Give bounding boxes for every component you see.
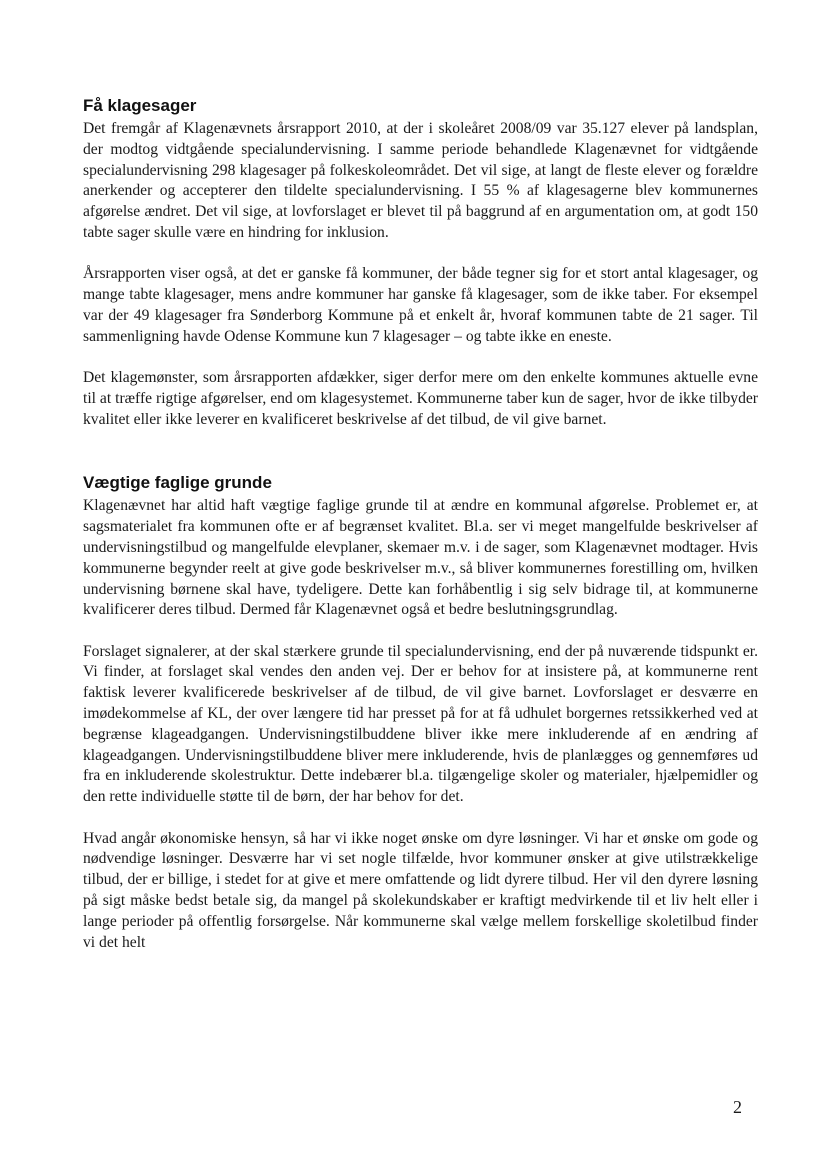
section-heading: Få klagesager [83, 96, 197, 115]
paragraph: Forslaget signalerer, at der skal stærkere grunde til specialundervisning, end der på nuværende tidspunkt er. Vi finder, at forslaget skal vendes den anden vej. Der er behov for at insistere på, at kommunerne rent faktisk leverer kvalificerede beskrivelser af de tilbud, de vil give barnet. Lovforslaget er desværre en imødekommelse af KL, der over længere tid har presset på for at få udhulet borgernes retssikkerhed ved at begrænse klageadgangen. Undervisningstilbuddene bliver ikke mere inkluderende af en ændring af klageadgangen. Undervisningstilbuddene bliver mere inkluderende, hvis de planlægges og gennemføres ud fra en inkluderende skolestruktur. Dette indebærer bl.a. tilgængelige skoler og materialer, hjælpemidler og den rette individuelle støtte til de børn, der har behov for det. [83, 642, 758, 806]
paragraph: Det klagemønster, som årsrapporten afdækker, siger derfor mere om den enkelte kommunes aktuelle evne til at træffe rigtige afgørelser, end om klagesystemet. Kommunerne taber kun de sager, hvor de ikke tilbyder kvalitet eller ikke leverer en kvalificeret beskrivelse af det tilbud, de vil give barnet. [83, 368, 758, 428]
paragraph: Årsrapporten viser også, at det er ganske få kommuner, der både tegner sig for et stort antal klagesager, og mange tabte klagesager, mens andre kommuner har ganske få klagesager, som de ikke taber. For eksempel var der 49 klagesager fra Sønderborg Kommune på et enkelt år, hvoraf kommunen tabte de 21 sager. Til sammenligning havde Odense Kommune kun 7 klagesager – og tabte ikke en eneste. [83, 265, 758, 345]
page-number: 2 [733, 1097, 742, 1117]
section-vaegtige-faglige-grunde [83, 472, 758, 953]
paragraph: Klagenævnet har altid haft vægtige faglige grunde til at ændre en kommunal afgørelse. Problemet er, at sagsmaterialet fra kommunen ofte er af begrænset kvalitet. Bl.a. ser vi meget mangelfulde beskrivelser af undervisningstilbud og mangelfulde elevplaner, skemaer m.v. i de sager, som Klagenævnet modtager. Hvis kommunerne begynder reelt at give gode beskrivelser m.v., så bliver kommunernes forestilling om, hvilken undervisning børnene skal have, tydeligere. Dette kan forhåbentlig i sig selv bidrage til, at kommunerne kvalificerer deres tilbud. Dermed får Klagenævnet også et bedre beslutningsgrundlag. [83, 497, 758, 619]
section-heading: Vægtige faglige grunde [83, 473, 272, 493]
section-faa-klagesager [83, 95, 758, 430]
document-body [83, 95, 758, 953]
paragraph: Hvad angår økonomiske hensyn, så har vi ikke noget ønske om dyre løsninger. Vi har et ønske om gode og nødvendige løsninger. Desværre har vi set nogle tilfælde, hvor kommuner ønsker at give utilstrækkelige tilbud, der er billige, i stedet for at give et mere omfattende og lidt dyrere tilbud. Her vil den dyrere løsning på sigt måske bedst betale sig, da mangel på skolekundskaber er kraftigt medvirkende til et liv helt eller i lange perioder på offentlig forsørgelse. Når kommunerne skal vælge mellem forskellige skoletilbud finder vi det helt [83, 829, 758, 951]
paragraph: Det fremgår af Klagenævnets årsrapport 2010, at der i skoleåret 2008/09 var 35.127 elever på landsplan, der modtog vidtgående specialundervisning. I samme periode behandlede Klagenævnet for vidtgående specialundervisning 298 klagesager på folkeskoleområdet. Det vil sige, at langt de fleste elever og forældre anerkender og accepterer den tildelte specialundervisning. I 55 % af klagesagerne blev kommunernes afgørelse ændret. Det vil sige, at lovforslaget er blevet til på baggrund af en argumentation om, at godt 150 tabte sager skulle være en hindring for inklusion. [83, 120, 758, 241]
